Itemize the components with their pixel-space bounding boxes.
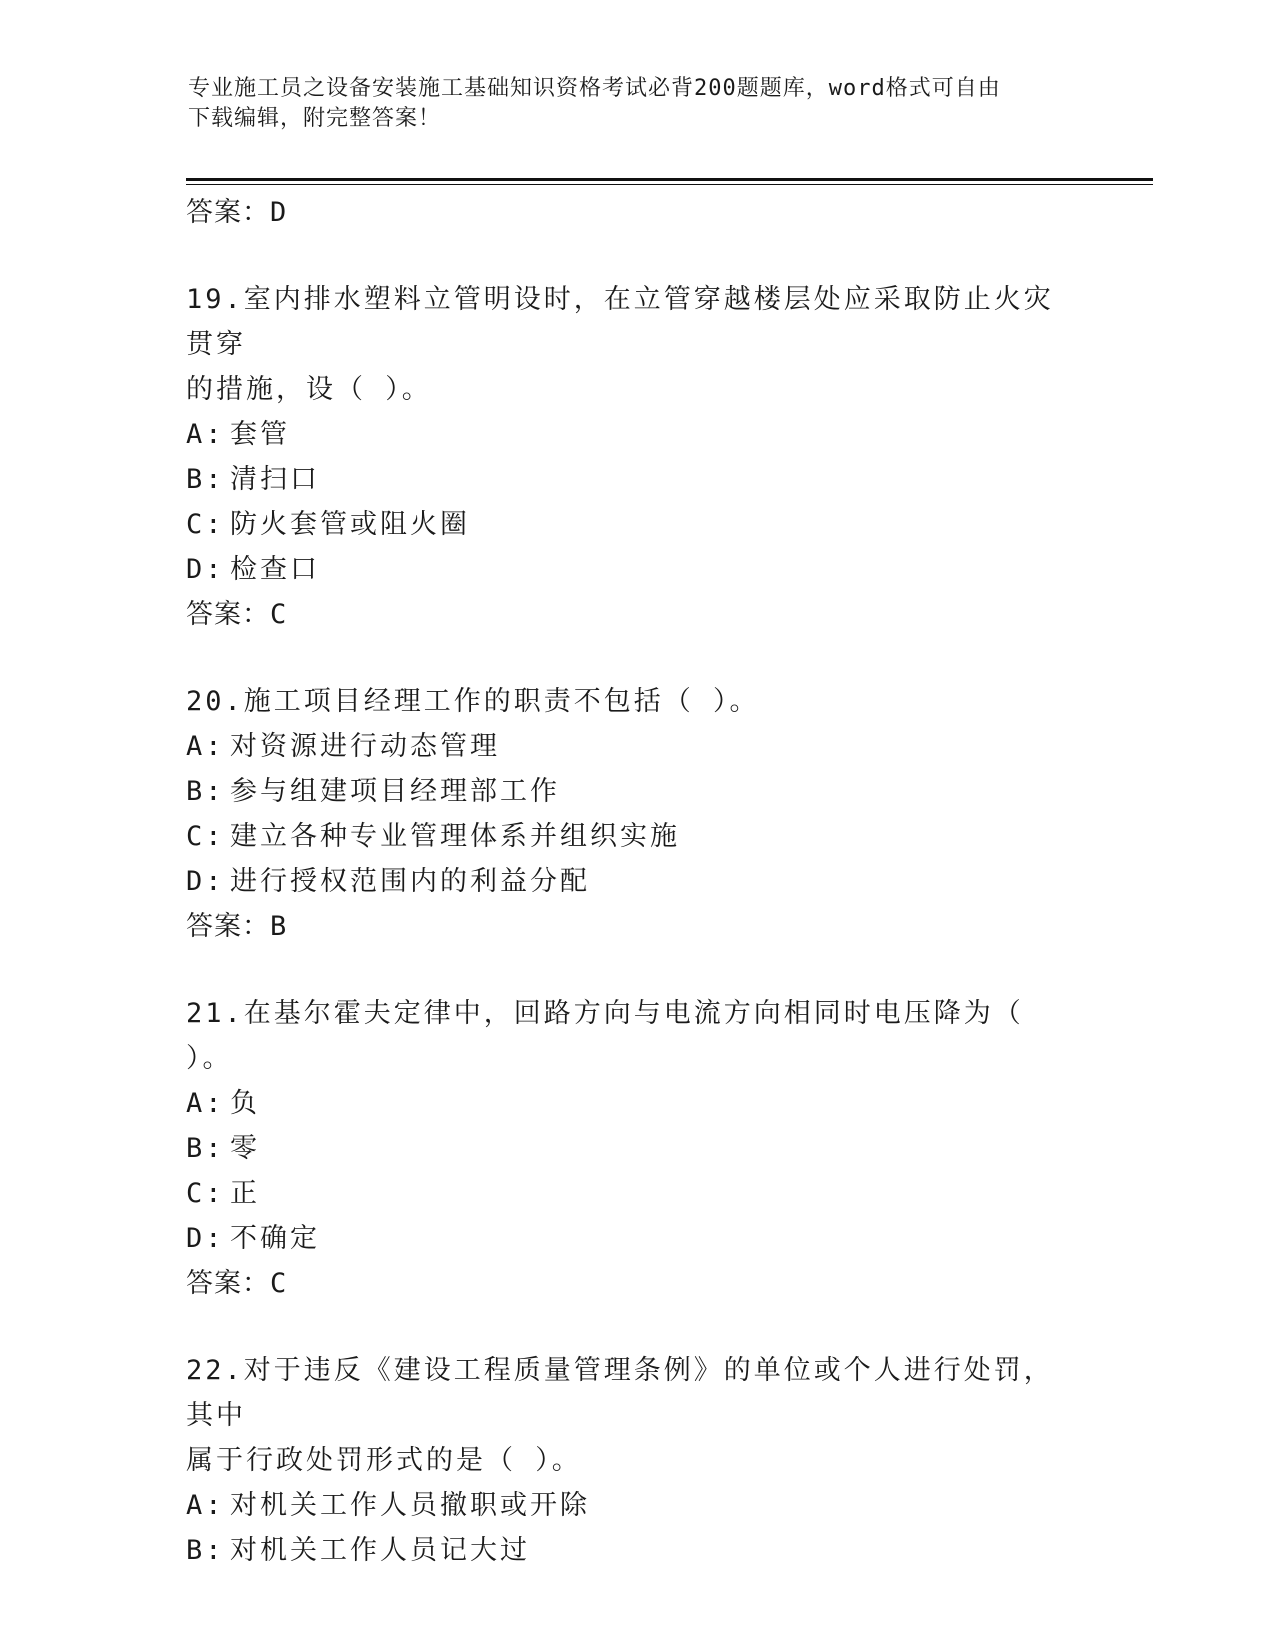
question-number: 20.: [186, 686, 244, 717]
question-stem: [186, 679, 1066, 724]
spacer: [186, 637, 1086, 679]
option-text: 正: [230, 1178, 260, 1209]
question-stem: [186, 1348, 1066, 1438]
option-letter: A:: [186, 731, 225, 762]
option-text: 进行授权范围内的利益分配: [230, 866, 590, 897]
option-letter: B:: [186, 776, 225, 807]
question-21: [186, 991, 1086, 1306]
option-text: 对资源进行动态管理: [230, 731, 500, 762]
question-22: [186, 1348, 1086, 1573]
option-text: 对机关工作人员记大过: [230, 1535, 530, 1566]
answer-line: [186, 904, 1086, 949]
option-text: 负: [230, 1088, 260, 1119]
answer-line: [186, 592, 1086, 637]
spacer: [186, 949, 1086, 991]
option-b: [186, 769, 1086, 814]
question-20: [186, 679, 1086, 949]
option-text: 零: [230, 1133, 260, 1164]
option-text: 不确定: [230, 1223, 320, 1254]
spacer: [186, 1306, 1086, 1348]
question-stem: [186, 277, 1066, 367]
answer-key: D: [270, 197, 288, 228]
answer-key: B: [270, 911, 288, 942]
question-stem-line1: 对于违反《建设工程质量管理条例》的单位或个人进行处罚，其中: [186, 1355, 1054, 1431]
option-letter: A:: [186, 1088, 225, 1119]
document-header: [188, 74, 1068, 134]
header-divider-thick: [186, 178, 1153, 181]
header-divider-thin: [186, 184, 1153, 185]
question-stem-line2: 的措施，设（ ）。: [186, 374, 432, 405]
option-letter: C:: [186, 821, 225, 852]
spacer: [186, 235, 1086, 277]
question-stem-line1: 施工项目经理工作的职责不包括（ ）。: [243, 686, 760, 717]
option-a: [186, 724, 1086, 769]
answer-label: 答案：: [186, 197, 270, 228]
option-text: 清扫口: [230, 464, 320, 495]
answer-key: C: [270, 599, 288, 630]
option-letter: A:: [186, 419, 225, 450]
option-d: [186, 1216, 1086, 1261]
question-number: 19.: [186, 284, 244, 315]
option-letter: B:: [186, 1133, 225, 1164]
option-c: [186, 814, 1086, 859]
answer-label: 答案：: [186, 911, 270, 942]
option-letter: D:: [186, 866, 225, 897]
option-letter: B:: [186, 464, 225, 495]
option-d: [186, 859, 1086, 904]
option-a: [186, 412, 1086, 457]
option-text: 防火套管或阻火圈: [230, 509, 470, 540]
option-text: 对机关工作人员撤职或开除: [230, 1490, 590, 1521]
question-number: 21.: [186, 998, 244, 1029]
option-letter: D:: [186, 1223, 225, 1254]
answer-label: 答案：: [186, 1268, 270, 1299]
option-b: [186, 1528, 1086, 1573]
question-stem: [186, 991, 1066, 1081]
option-text: 建立各种专业管理体系并组织实施: [230, 821, 680, 852]
option-a: [186, 1081, 1086, 1126]
option-letter: D:: [186, 554, 225, 585]
option-text: 检查口: [230, 554, 320, 585]
option-c: [186, 502, 1086, 547]
option-text: 套管: [230, 419, 290, 450]
header-title-line2: 下载编辑，附完整答案！: [188, 106, 442, 131]
option-text: 参与组建项目经理部工作: [230, 776, 560, 807]
option-c: [186, 1171, 1086, 1216]
option-b: [186, 1126, 1086, 1171]
question-19: [186, 277, 1086, 637]
question-stem-line1: 室内排水塑料立管明设时，在立管穿越楼层处应采取防止火灾贯穿: [186, 284, 1054, 360]
option-letter: C:: [186, 1178, 225, 1209]
option-a: [186, 1483, 1086, 1528]
header-title-line1: 专业施工员之设备安装施工基础知识资格考试必背200题题库，word格式可自由: [188, 76, 1001, 101]
option-letter: A:: [186, 1490, 225, 1521]
question-stem-line1: 在基尔霍夫定律中，回路方向与电流方向相同时电压降为（ ）。: [186, 998, 1024, 1074]
question-number: 22.: [186, 1355, 244, 1386]
answer-line: [186, 190, 1086, 235]
answer-line: [186, 1261, 1086, 1306]
option-letter: B:: [186, 1535, 225, 1566]
answer-label: 答案：: [186, 599, 270, 630]
option-d: [186, 547, 1086, 592]
answer-key: C: [270, 1268, 288, 1299]
question-stem-line2: 属于行政处罚形式的是（ ）。: [186, 1445, 582, 1476]
option-b: [186, 457, 1086, 502]
question-list: [186, 190, 1086, 1573]
option-letter: C:: [186, 509, 225, 540]
